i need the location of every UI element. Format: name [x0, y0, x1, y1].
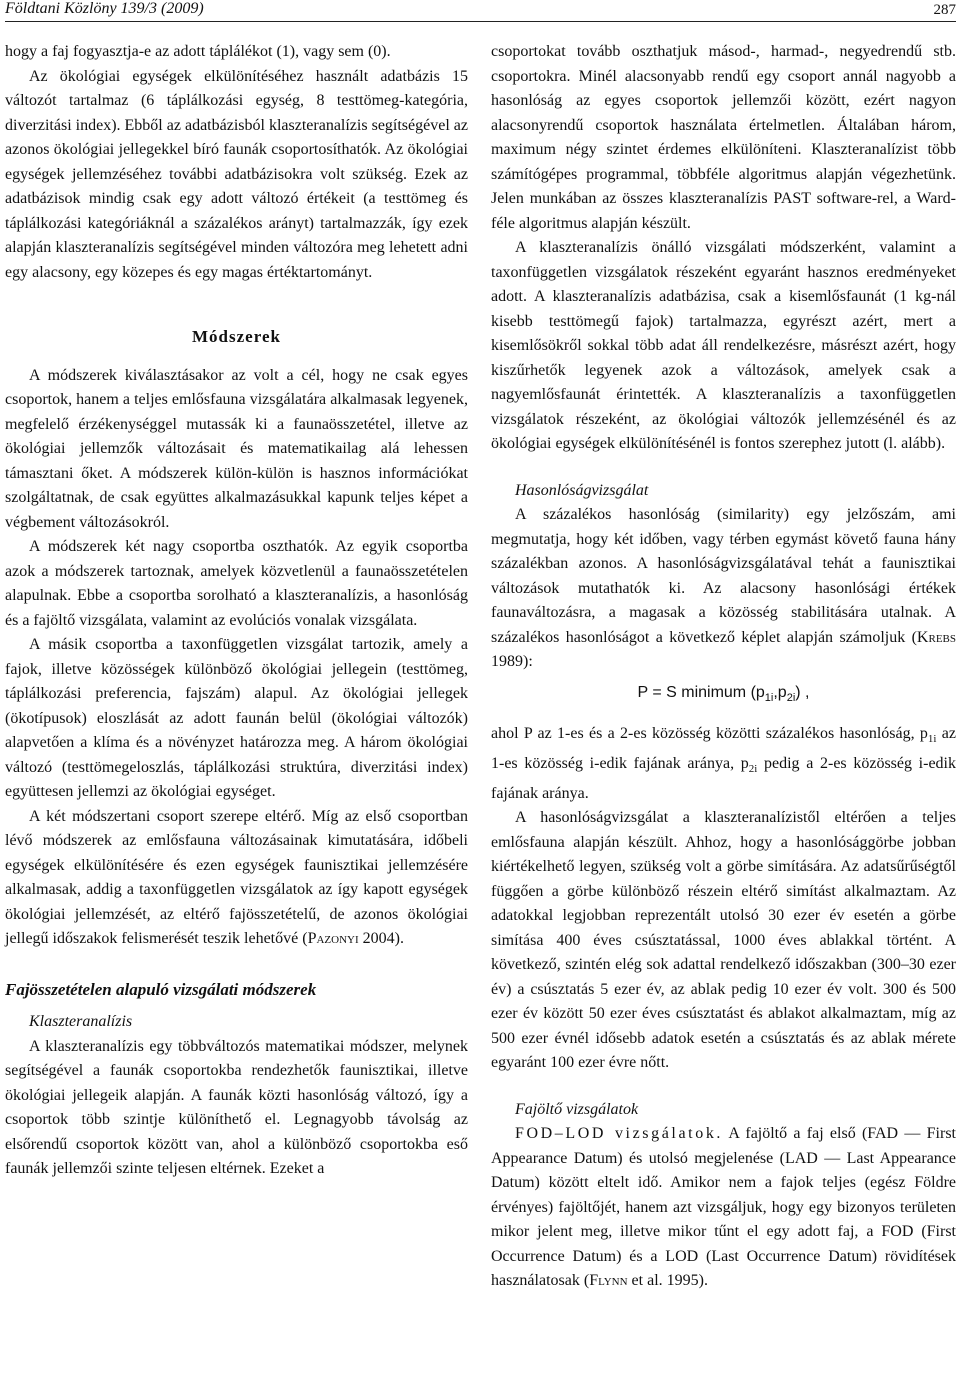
left-column [5, 40, 468, 1398]
subsubsection-title: Fajöltő vizsgálatok [515, 1100, 639, 1118]
formula-subscript: 1i [764, 691, 774, 704]
formula-part: P = S minimum (p [637, 683, 765, 701]
formula-subscript: 2i [786, 691, 796, 704]
paragraph [491, 503, 956, 675]
paragraph [491, 1122, 956, 1294]
paragraph: A módszerek két nagy csoportba oszthatók. Az egyik csoportba azok a módszerek tartoznak, amelyek közvetlenül a faunaösszetételen alapulnak. Ebbe a csoportba sorolható a klaszteranalízis, a hasonlóság és a fajöltő vizsgálata, valamint az evolúciós vonalak vizsgálata. [5, 538, 468, 629]
paragraph: hogy a faj fogyasztja-e az adott táplálékot (1), vagy sem (0). [5, 43, 391, 60]
formula-part: ,p [773, 683, 787, 701]
citation-year: 1989): [491, 653, 533, 670]
paragraph: A hasonlóságvizsgálat a klaszteranalízistől eltérően a teljes emlősfauna alapján készült. Ahhoz, hogy a hasonlósággörbe jobban kiértékelhető legyen, szükség volt a görbe simítására. Az adatsűrűségtől függően a görbe különböző részein eltérő simítást alkalmaztam. Az adatokkal legjobban reprezentált utolsó 30 ezer év esetén a görbe simítása 400 éves csúsztatással, 1000 éves ablakkal történt. A következő, szintén elég sok adattal rendelkező időszakban (300–30 ezer év) a csúsztatás 5 ezer év, az ablak pedig 10 ezer év volt. 300 és 500 ezer év között 50 ezer éves csúsztatást és ablakot alkalmaztam, míg az 500 ezer évnél idősebb adatok esetén a csúsztatás és az ablak mérete egyaránt 100 ezer évre nőtt. [491, 809, 956, 1072]
journal-title: Földtani Közlöny 139/3 (2009) [5, 0, 204, 17]
citation-author: Krebs [916, 628, 956, 646]
citation-year: et al. 1995). [627, 1272, 708, 1290]
subsubsection-title: Klaszteranalízis [29, 1013, 133, 1030]
paragraph-text: pedig a 2-es közösség i-edik fajának aránya. [491, 754, 957, 802]
citation-author: Pazonyi [307, 930, 359, 947]
paragraph: csoportokat tovább oszthatjuk másod-, harmad-, negyedrendű stb. csoportokra. Minél alacsonyabb rendű egy csoport annál nagyobb a hasonlóság az egyes csoportok jellemzői között, ezért nagyon alacsonyrendű csoportok használata értelmetlen. Általában három, maximum négy szintet érdemes elkülöníteni. Klaszteranalízist több számítógépes programmal, többféle algoritmus alapján végezhetünk. Jelen munkában az összes klaszteranalízis PAST software-rel, a Ward-féle algoritmus alapján készült. [491, 43, 956, 232]
section-title: Módszerek [192, 327, 281, 346]
paragraph-text: A két módszertani csoport szerepe eltérő. Míg az első csoportban lévő módszerek az emlősfauna változásainak kimutatására, időbeli egységek elkülönítésére és ezen egységek faunisztikai jellemzésére alkalmasak, addig a taxonfüggetlen vizsgálatok az így kapott egységek ökológiai jellemzését, az eltérő fajösszetételű, de azonos ökológiai jellegű időszakok felismerését teszik lehetővé ( [5, 807, 468, 947]
subsubsection-title: Hasonlóságvizsgálat [515, 481, 649, 499]
subscript: 2i [748, 763, 758, 776]
page-header [5, 0, 956, 20]
paragraph-text: az 1-es közösség i-edik fajának aránya, p [491, 725, 957, 772]
paragraph: Az ökológiai egységek elkülönítéséhez használt adatbázis 15 változót tartalmaz (6 táplálkozási egység, 8 testtömeg-kategória, diverzitási index). Ebből az adatbázisból klaszteranalízis segítségével az azonos ökológiai jellegekkel bíró faunák csoportosíthatók. Az ökológiai egységek jellemzéséhez további adatbázisokra volt szükség. Ezek az adatbázisok mindig csak egy adott változó értékeit (a testtömeg és táplálkozási kategóriáknál a százalékos arányt) tartalmazzák, így ezek alapján klaszteranalízis segítségével minden változóra meg lehetett adni egy alacsony, egy közepes és egy magas értéktartományt. [5, 67, 468, 281]
paragraph: A klaszteranalízis önálló vizsgálati módszerként, valamint a taxonfüggetlen vizsgálatok részeként egyaránt hasznos eredményeket adott. A klaszteranalízis adatbázisa, csak a kisemlősfaunát (1 kg-nál kisebb testtömegű fajok) tartalmazza, egyrészt azért, mert a kisemlősökről sokkal több adat áll rendelkezésre, másrészt azért, hogy kiszűrhetők legyenek azok a változások, amelyek csak a nagyemlősfaunát érintették. A klaszteranalízis a taxonfüggetlen vizsgálatok részeként, az ökológiai változók jellemzésénél és az ökológiai egységek elkülönítésénél is fontos szerephez jutott (l. alább). [491, 239, 956, 452]
right-column [491, 40, 956, 1398]
paragraph: A másik csoportba a taxonfüggetlen vizsgálat tartozik, amely a fajok, illetve közösségek különböző ökológiai jellegein (testtömeg, táplálkozási preferencia, fajszám) alapul. Az ökológiai jellegek (ökotípusok) eloszlását az adott faunán belül (ökológiai változók) alapvetően a klíma és a növényzet határozza meg. A három ökológiai változó (testtömegeloszlás, táplálkozási struktúra, diverzitási index) együttesen jellemzi az ökológiai egységet. [5, 636, 468, 800]
paragraph: A módszerek kiválasztásakor az volt a cél, hogy ne csak egyes csoportok, hanem a teljes emlősfauna vizsgálatára alkalmasak legyenek, megfelelő érzékenységgel mutassák ki a faunaösszetétel, illetve az ökológiai jellemzők változásait és matematikailag alá lehessen támasztani őket. A módszerek külön-külön is hasznos információkat szolgáltatnak, de csak együttes alkalmazásukkal kapunk teljes képet a végbement változásokról. [5, 366, 468, 531]
run-in-heading: FOD–LOD vizsgálatok. [515, 1125, 724, 1143]
subscript: 1i [927, 733, 937, 746]
citation-author: Flynn [589, 1272, 628, 1290]
paragraph-text: ahol P az 1-es és a 2-es közösség közötti százalékos hasonlóság, p [491, 725, 928, 743]
header-rule [5, 21, 956, 22]
paragraph: A klaszteranalízis egy többváltozós matematikai módszer, melynek segítségével a faunák csoportokba rendezhetők faunisztikai, illetve ökológiai jellegeik alapján. A faunák közti hasonlóság változó, így a csoportok több szintje különíthető el. Legnagyobb távolság az elsőrendű csoportok között van, ahol a különböző csoportokba eső faunák jellemzői szinte teljesen eltérnek. Ezeket a [5, 1037, 468, 1177]
page-number: 287 [933, 2, 956, 18]
citation-year: 2004). [358, 930, 404, 947]
paragraph-text: A fajöltő a faj első (FAD — First Appearance Datum) és utolsó megjelenése (LAD — Last Appearance Datum) között eltelt idő. Amikor nem a fajok teljes (egész Földre érvényes) fajöltőjét, hanem azt vizsgáljuk, hogy egy bizonyos területen mikor jelent meg, illetve mikor tűnt el egy adott faj, a FOD (First Occurrence Datum) és a LOD (Last Occurrence Datum) rövidítések használatosak ( [491, 1125, 956, 1290]
formula-part: ) , [795, 683, 810, 701]
formula [491, 681, 956, 711]
subsection-title: Fajösszetételen alapuló vizsgálati módszerek [5, 979, 317, 999]
paragraph [491, 722, 956, 806]
paragraph [5, 805, 468, 952]
paragraph-text: A százalékos hasonlóság (similarity) egy jelzőszám, ami megmutatja, hogy két időben, vagy térben egymást követő fauna hány százalékban azonos. A hasonlóságvizsgálatával tehát a faunisztikai változások mutathatók ki. Az alacsony hasonlósági értékek faunaváltozásra, a magasak a közösség stabilitására utalnak. A százalékos hasonlóságot a következő képlet alapján számoljuk ( [491, 506, 956, 646]
